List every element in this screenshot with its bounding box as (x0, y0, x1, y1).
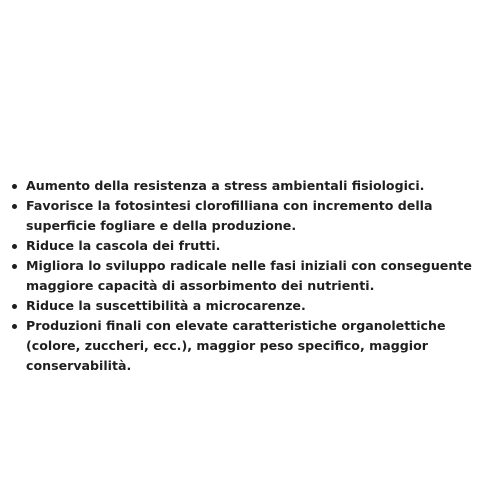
list-item-text: Favorisce la fotosintesi clorofilliana con incremento della superficie fogliare e della produzione. (26, 198, 433, 233)
benefit-list (9, 176, 495, 376)
list-item-text: Aumento della resistenza a stress ambientali fisiologici. (26, 178, 425, 193)
list-item (9, 256, 495, 296)
bullet-icon (12, 304, 17, 309)
list-item (9, 196, 495, 236)
bullet-icon (12, 204, 17, 209)
list-item (9, 176, 495, 196)
list-item (9, 236, 495, 256)
list-item-text: Migliora lo sviluppo radicale nelle fasi iniziali con conseguente maggiore capacità di assorbimento dei nutrienti. (26, 258, 472, 293)
bullet-icon (12, 244, 17, 249)
bullet-icon (12, 264, 17, 269)
benefits-section (9, 176, 495, 376)
bullet-icon (12, 324, 17, 329)
bullet-icon (12, 184, 17, 189)
list-item-text: Riduce la cascola dei frutti. (26, 238, 221, 253)
list-item-text: Riduce la suscettibilità a microcarenze. (26, 298, 306, 313)
list-item-text: Produzioni finali con elevate caratteristiche organolettiche (colore, zuccheri, ecc.), maggior peso specifico, maggior conservabilità. (26, 318, 446, 373)
list-item (9, 296, 495, 316)
list-item (9, 316, 495, 376)
